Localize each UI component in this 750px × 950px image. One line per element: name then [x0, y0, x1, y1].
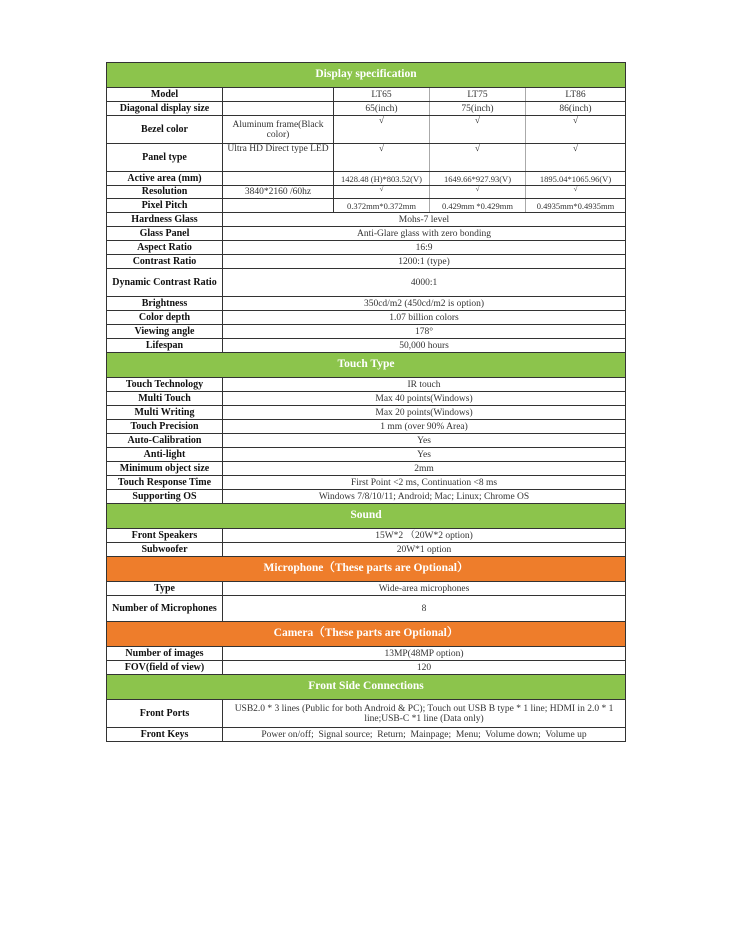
row-desc	[223, 102, 334, 116]
row-value: 1 mm (over 90% Area)	[223, 420, 626, 434]
row-label: Panel type	[107, 144, 223, 172]
row-label: Number of Microphones	[107, 596, 223, 622]
table-row	[107, 144, 626, 172]
row-value: Power on/off; Signal source; Return; Mainpage; Menu; Volume down; Volume up	[223, 728, 626, 742]
row-desc: Ultra HD Direct type LED	[223, 144, 334, 172]
table-row	[107, 420, 626, 434]
row-label: Viewing angle	[107, 325, 223, 339]
row-value: Anti-Glare glass with zero bonding	[223, 227, 626, 241]
row-value: 4000:1	[223, 269, 626, 297]
row-value: 350cd/m2 (450cd/m2 is option)	[223, 297, 626, 311]
row-desc	[223, 172, 334, 186]
table-row	[107, 661, 626, 675]
table-row	[107, 462, 626, 476]
table-row	[107, 102, 626, 116]
row-value: 50,000 hours	[223, 339, 626, 353]
row-value: First Point <2 ms, Continuation <8 ms	[223, 476, 626, 490]
table-row	[107, 476, 626, 490]
table-row	[107, 543, 626, 557]
row-label: Auto-Calibration	[107, 434, 223, 448]
row-value: 16:9	[223, 241, 626, 255]
row-label: Contrast Ratio	[107, 255, 223, 269]
table-row	[107, 529, 626, 543]
cell-value: 1895.04*1065.96(V)	[526, 172, 626, 186]
row-value: 20W*1 option	[223, 543, 626, 557]
table-row	[107, 172, 626, 186]
cell-value: 65(inch)	[334, 102, 430, 116]
check-mark: √	[430, 186, 526, 199]
row-value: 8	[223, 596, 626, 622]
check-mark: √	[526, 144, 626, 172]
check-mark: √	[526, 186, 626, 199]
row-desc: 3840*2160 /60hz	[223, 186, 334, 199]
table-row	[107, 199, 626, 213]
table-row	[107, 241, 626, 255]
section-header-camera	[107, 622, 626, 647]
table-row	[107, 339, 626, 353]
row-value: 13MP(48MP option)	[223, 647, 626, 661]
row-label: Supporting OS	[107, 490, 223, 504]
section-header-sound	[107, 504, 626, 529]
table-row	[107, 255, 626, 269]
section-header-connections	[107, 675, 626, 700]
row-label: Multi Touch	[107, 392, 223, 406]
row-label: Minimum object size	[107, 462, 223, 476]
table-row	[107, 392, 626, 406]
row-label: Subwoofer	[107, 543, 223, 557]
table-row	[107, 406, 626, 420]
row-label: Touch Precision	[107, 420, 223, 434]
section-title: Camera（These parts are Optional）	[107, 622, 626, 647]
row-label: Brightness	[107, 297, 223, 311]
table-row	[107, 728, 626, 742]
table-row	[107, 596, 626, 622]
cell-value: 86(inch)	[526, 102, 626, 116]
section-header-microphone	[107, 557, 626, 582]
model-header: LT75	[430, 88, 526, 102]
row-label: Aspect Ratio	[107, 241, 223, 255]
check-mark: √	[334, 116, 430, 144]
cell-value: 1649.66*927.93(V)	[430, 172, 526, 186]
row-label: Type	[107, 582, 223, 596]
row-label: Front Speakers	[107, 529, 223, 543]
row-label: Model	[107, 88, 223, 102]
row-label: Anti-light	[107, 448, 223, 462]
row-value: 2mm	[223, 462, 626, 476]
table-row	[107, 311, 626, 325]
cell-value: 0.372mm*0.372mm	[334, 199, 430, 213]
check-mark: √	[430, 116, 526, 144]
row-label: Diagonal display size	[107, 102, 223, 116]
row-label: Dynamic Contrast Ratio	[107, 269, 223, 297]
table-row	[107, 647, 626, 661]
cell-value: 75(inch)	[430, 102, 526, 116]
section-title: Sound	[107, 504, 626, 529]
model-header: LT86	[526, 88, 626, 102]
row-value: 1200:1 (type)	[223, 255, 626, 269]
row-value: 1.07 billion colors	[223, 311, 626, 325]
row-label: Touch Technology	[107, 378, 223, 392]
row-label: Touch Response Time	[107, 476, 223, 490]
cell-value: 0.429mm *0.429mm	[430, 199, 526, 213]
row-desc	[223, 88, 334, 102]
row-value: Max 40 points(Windows)	[223, 392, 626, 406]
row-value: IR touch	[223, 378, 626, 392]
row-value: 120	[223, 661, 626, 675]
row-label: Number of images	[107, 647, 223, 661]
section-header-touch	[107, 353, 626, 378]
table-row	[107, 448, 626, 462]
check-mark: √	[430, 144, 526, 172]
table-row	[107, 700, 626, 728]
section-title: Front Side Connections	[107, 675, 626, 700]
table-row	[107, 434, 626, 448]
row-value: Max 20 points(Windows)	[223, 406, 626, 420]
row-value: USB2.0 * 3 lines (Public for both Android & PC); Touch out USB B type * 1 line; HDMI in 2.0 * 1 line;USB-C *1 line (Data only)	[223, 700, 626, 728]
section-title: Microphone（These parts are Optional）	[107, 557, 626, 582]
section-title: Display specification	[107, 63, 626, 88]
row-value: Wide-area microphones	[223, 582, 626, 596]
row-label: FOV(field of view)	[107, 661, 223, 675]
row-label: Multi Writing	[107, 406, 223, 420]
row-label: Pixel Pitch	[107, 199, 223, 213]
table-row	[107, 582, 626, 596]
row-label: Lifespan	[107, 339, 223, 353]
section-header-display	[107, 63, 626, 88]
row-label: Active area (mm)	[107, 172, 223, 186]
row-label: Glass Panel	[107, 227, 223, 241]
row-label: Bezel color	[107, 116, 223, 144]
table-row	[107, 378, 626, 392]
cell-value: 1428.48 (H)*803.52(V)	[334, 172, 430, 186]
table-row	[107, 116, 626, 144]
table-row	[107, 325, 626, 339]
row-label: Front Keys	[107, 728, 223, 742]
row-label: Front Ports	[107, 700, 223, 728]
check-mark: √	[526, 116, 626, 144]
row-value: Yes	[223, 434, 626, 448]
row-desc	[223, 199, 334, 213]
section-title: Touch Type	[107, 353, 626, 378]
row-label: Hardness Glass	[107, 213, 223, 227]
row-value: Yes	[223, 448, 626, 462]
check-mark: √	[334, 144, 430, 172]
row-label: Color depth	[107, 311, 223, 325]
model-header: LT65	[334, 88, 430, 102]
row-value: 15W*2 （20W*2 option)	[223, 529, 626, 543]
table-row	[107, 227, 626, 241]
table-row	[107, 297, 626, 311]
table-row	[107, 88, 626, 102]
check-mark: √	[334, 186, 430, 199]
row-value: 178°	[223, 325, 626, 339]
table-row	[107, 186, 626, 199]
row-value: Mohs-7 level	[223, 213, 626, 227]
table-row	[107, 490, 626, 504]
spec-sheet	[106, 62, 625, 742]
table-row	[107, 269, 626, 297]
cell-value: 0.4935mm*0.4935mm	[526, 199, 626, 213]
row-label: Resolution	[107, 186, 223, 199]
table-row	[107, 213, 626, 227]
spec-table	[106, 62, 626, 742]
row-desc: Aluminum frame(Black color)	[223, 116, 334, 144]
row-value: Windows 7/8/10/11; Android; Mac; Linux; Chrome OS	[223, 490, 626, 504]
